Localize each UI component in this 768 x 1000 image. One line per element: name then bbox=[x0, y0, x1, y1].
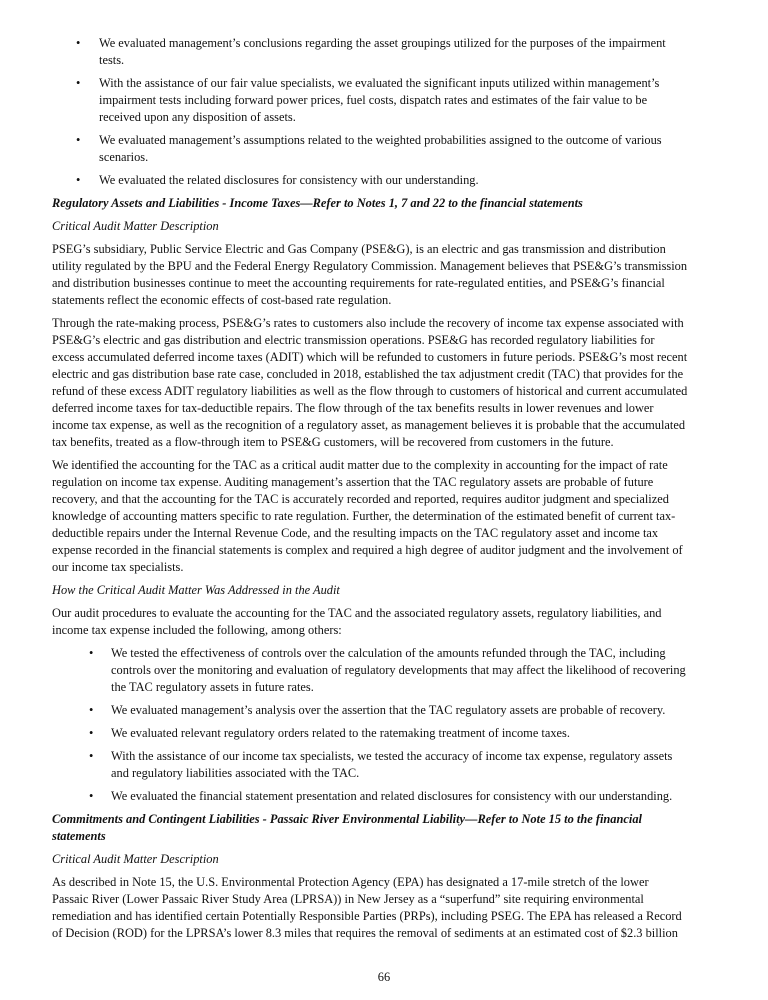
bullet-icon: • bbox=[89, 749, 94, 763]
text-line: recovery, and that the accounting for the TAC is accurately recorded and reported, requires auditor judgment and specialized bbox=[52, 492, 669, 506]
text-line: excess accumulated deferred income taxes (ADIT) which will be refunded to customers in future periods. PSE&G’s most recent bbox=[52, 350, 688, 364]
sub-bullet-item bbox=[52, 788, 732, 805]
text-line: controls over the monitoring and evaluation of regulatory developments that may affect the likelihood of recovering bbox=[111, 663, 686, 677]
text-line: Through the rate-making process, PSE&G’s rates to customers also include the recovery of income tax expense associated with bbox=[52, 316, 684, 330]
sub-bullet-item bbox=[52, 702, 732, 719]
text-line: electric and gas distribution base rate case, concluded in 2018, established the tax adjustment credit (TAC) that provides for the bbox=[52, 367, 684, 381]
text-line: We evaluated the related disclosures for consistency with our understanding. bbox=[99, 173, 479, 187]
text-line: We evaluated management’s assumptions related to the weighted probabilities assigned to the outcome of various bbox=[99, 133, 662, 147]
text-line: We tested the effectiveness of controls over the calculation of the amounts refunded through the TAC, including bbox=[111, 646, 666, 660]
text-line: our income tax specialists. bbox=[52, 560, 184, 574]
text-line: scenarios. bbox=[99, 150, 149, 164]
text-line: the TAC regulatory assets in future rates. bbox=[111, 680, 314, 694]
sub-bullet-item bbox=[52, 725, 732, 742]
text-line: income tax expense, as well as the recognition of a regulatory asset, as management believes it is probable that the accumulated bbox=[52, 418, 686, 432]
text-line: How the Critical Audit Matter Was Addressed in the Audit bbox=[52, 583, 340, 597]
paragraph bbox=[52, 874, 732, 942]
bullet-icon: • bbox=[89, 703, 94, 717]
document-body bbox=[52, 35, 732, 942]
text-line: regulation on income tax expense. Auditing management’s assertion that the TAC regulatory assets are probable of future bbox=[52, 475, 654, 489]
text-line: Regulatory Assets and Liabilities - Income Taxes—Refer to Notes 1, 7 and 22 to the financial statements bbox=[52, 196, 583, 210]
sub-bullet-item bbox=[52, 748, 732, 782]
bullet-item bbox=[52, 172, 732, 189]
text-line: remediation and has identified certain Potentially Responsible Parties (PRPs), including PSEG. The EPA has released a Record bbox=[52, 909, 682, 923]
text-line: Critical Audit Matter Description bbox=[52, 219, 219, 233]
text-line: received upon any disposition of assets. bbox=[99, 110, 296, 124]
text-line: deferred income taxes for tax-deductible repairs. The flow through of the tax benefits results in lower revenues and lower bbox=[52, 401, 654, 415]
text-line: utility regulated by the BPU and the Federal Energy Regulatory Commission. Management believes that PSE&G’s transmission bbox=[52, 259, 688, 273]
sub-bullet-item bbox=[52, 645, 732, 696]
bullet-icon: • bbox=[76, 133, 81, 147]
text-line: knowledge of accounting matters specific to rate regulation. Further, the determination of the estimated benefit of current tax- bbox=[52, 509, 676, 523]
text-line: statements reflect the economic effects of cost-based rate regulation. bbox=[52, 293, 392, 307]
text-line: PSEG’s subsidiary, Public Service Electric and Gas Company (PSE&G), is an electric and gas transmission and distribution bbox=[52, 242, 666, 256]
text-line: Critical Audit Matter Description bbox=[52, 852, 219, 866]
text-line: PSE&G’s electric and gas distribution and electric transmission operations. PSE&G has recorded regulatory liabilities for bbox=[52, 333, 655, 347]
text-line: refund of these excess ADIT regulatory liabilities as well as the flow through to customers of historical and current accumulated bbox=[52, 384, 688, 398]
text-line: Our audit procedures to evaluate the accounting for the TAC and the associated regulatory assets, regulatory liabilities, and bbox=[52, 606, 662, 620]
text-line: We identified the accounting for the TAC as a critical audit matter due to the complexity in accounting for the impact of rate bbox=[52, 458, 668, 472]
text-line: With the assistance of our income tax specialists, we tested the accuracy of income tax expense, regulatory assets bbox=[111, 749, 673, 763]
bullet-icon: • bbox=[89, 726, 94, 740]
bullet-icon: • bbox=[89, 789, 94, 803]
text-line: tax benefits, treated as a flow-through item to PSE&G customers, will be recovered from customers in the future. bbox=[52, 435, 614, 449]
paragraph bbox=[52, 241, 732, 309]
text-line: We evaluated management’s conclusions regarding the asset groupings utilized for the purposes of the impairment bbox=[99, 36, 666, 50]
bullet-icon: • bbox=[89, 646, 94, 660]
text-line: deductible repairs under the Internal Revenue Code, and the resulting impacts on the TAC regulatory asset and income tax bbox=[52, 526, 659, 540]
bullet-item bbox=[52, 75, 732, 126]
paragraph bbox=[52, 605, 732, 639]
text-line: and regulatory liabilities associated with the TAC. bbox=[111, 766, 360, 780]
text-line: Commitments and Contingent Liabilities - Passaic River Environmental Liability—Refer to Note 15 to the financial bbox=[52, 812, 642, 826]
text-line: expense recorded in the financial statements is complex and required a high degree of auditor judgment and the involvement of bbox=[52, 543, 683, 557]
bullet-icon: • bbox=[76, 76, 81, 90]
text-line: With the assistance of our fair value specialists, we evaluated the significant inputs utilized within management’s bbox=[99, 76, 660, 90]
bullet-icon: • bbox=[76, 36, 81, 50]
bullet-item bbox=[52, 132, 732, 166]
subsection-heading bbox=[52, 218, 732, 235]
paragraph bbox=[52, 457, 732, 576]
bullet-icon: • bbox=[76, 173, 81, 187]
text-line: statements bbox=[52, 829, 106, 843]
bullet-item bbox=[52, 35, 732, 69]
subsection-heading bbox=[52, 582, 732, 599]
paragraph bbox=[52, 315, 732, 451]
text-line: As described in Note 15, the U.S. Environmental Protection Agency (EPA) has designated a 17-mile stretch of the lower bbox=[52, 875, 649, 889]
text-line: We evaluated relevant regulatory orders related to the ratemaking treatment of income taxes. bbox=[111, 726, 570, 740]
section-heading bbox=[52, 195, 732, 212]
text-line: impairment tests including forward power prices, fuel costs, dispatch rates and estimates of the fair value to be bbox=[99, 93, 648, 107]
subsection-heading bbox=[52, 851, 732, 868]
text-line: We evaluated management’s analysis over the assertion that the TAC regulatory assets are probable of recovery. bbox=[111, 703, 666, 717]
text-line: tests. bbox=[99, 53, 125, 67]
text-line: of Decision (ROD) for the LPRSA’s lower 8.3 miles that requires the removal of sediments at an estimated cost of $2.3 billion bbox=[52, 926, 678, 940]
text-line: income tax expense included the following, among others: bbox=[52, 623, 342, 637]
section-heading bbox=[52, 811, 732, 845]
text-line: We evaluated the financial statement presentation and related disclosures for consistency with our understanding. bbox=[111, 789, 673, 803]
page-number: 66 bbox=[377, 970, 391, 984]
text-line: Passaic River (Lower Passaic River Study Area (LPRSA)) in New Jersey as a “superfund” site requiring environmental bbox=[52, 892, 644, 906]
text-line: and distribution businesses continue to meet the accounting requirements for rate-regulated entities, and PSE&G’s financial bbox=[52, 276, 665, 290]
